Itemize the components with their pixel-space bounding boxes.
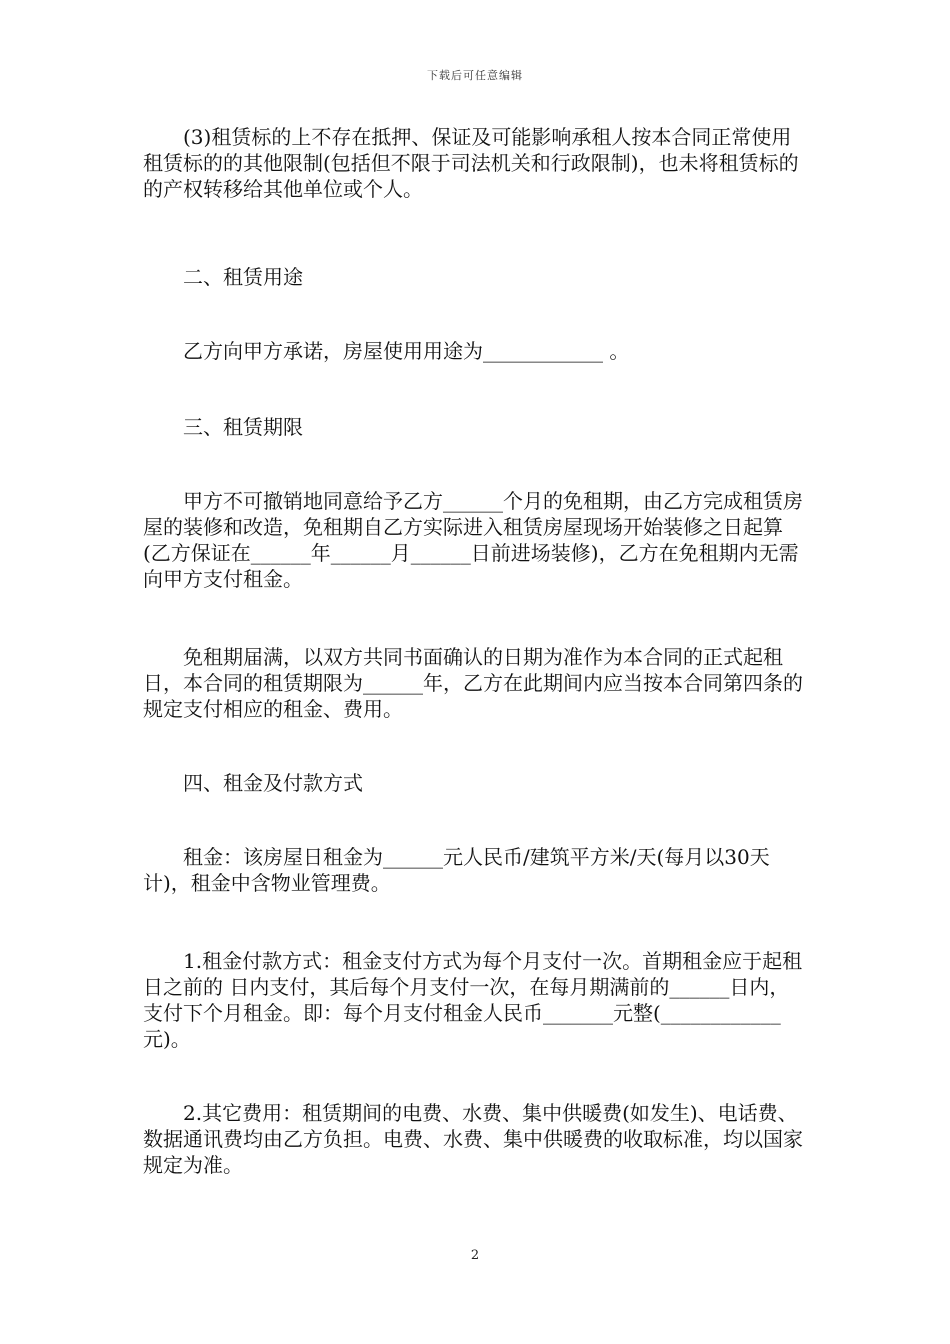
paragraph-usage-commitment: 乙方向甲方承诺，房屋使用用途为____________ 。 [183,339,630,363]
section-heading-rent-payment: 四、租金及付款方式 [183,771,363,795]
section-heading-lease-purpose: 二、租赁用途 [183,265,303,289]
section-heading-lease-term: 三、租赁期限 [183,415,303,439]
paragraph-payment-method: 1.租金付款方式：租金支付方式为每个月支付一次。首期租金应于起租日之前的 日内支付，其后每个月支付一次，在每月期满前的______日内，支付下个月租金。即：每个月支付租金人民币_______元整(____________元)。 [143,949,803,1051]
page-header: 下载后可任意编辑 [427,69,523,82]
document-body [143,124,807,1178]
paragraph-rent-amount: 租金：该房屋日租金为______元人民币/建筑平方米/天(每月以30天计)，租金中含物业管理费。 [143,845,770,895]
paragraph-lease-start: 免租期届满，以双方共同书面确认的日期为准作为本合同的正式起租日，本合同的租赁期限为______年，乙方在此期间内应当按本合同第四条的规定支付相应的租金、费用。 [143,645,803,721]
paragraph-other-fees: 2.其它费用：租赁期间的电费、水费、集中供暖费(如发生)、电话费、数据通讯费均由乙方负担。电费、水费、集中供暖费的收取标准，均以国家规定为准。 [143,1101,803,1177]
paragraph-rent-free-period: 甲方不可撤销地同意给予乙方______个月的免租期，由乙方完成租赁房屋的装修和改造，免租期自乙方实际进入租赁房屋现场开始装修之日起算(乙方保证在______年______月______日前进场装修)，乙方在免租期内无需向甲方支付租金。 [143,489,803,591]
page-number: 2 [470,1248,480,1263]
paragraph-lien-clause: (3)租赁标的上不存在抵押、保证及可能影响承租人按本合同正常使用租赁标的的其他限制(包括但不限于司法机关和行政限制)，也未将租赁标的的产权转移给其他单位或个人。 [143,125,799,201]
